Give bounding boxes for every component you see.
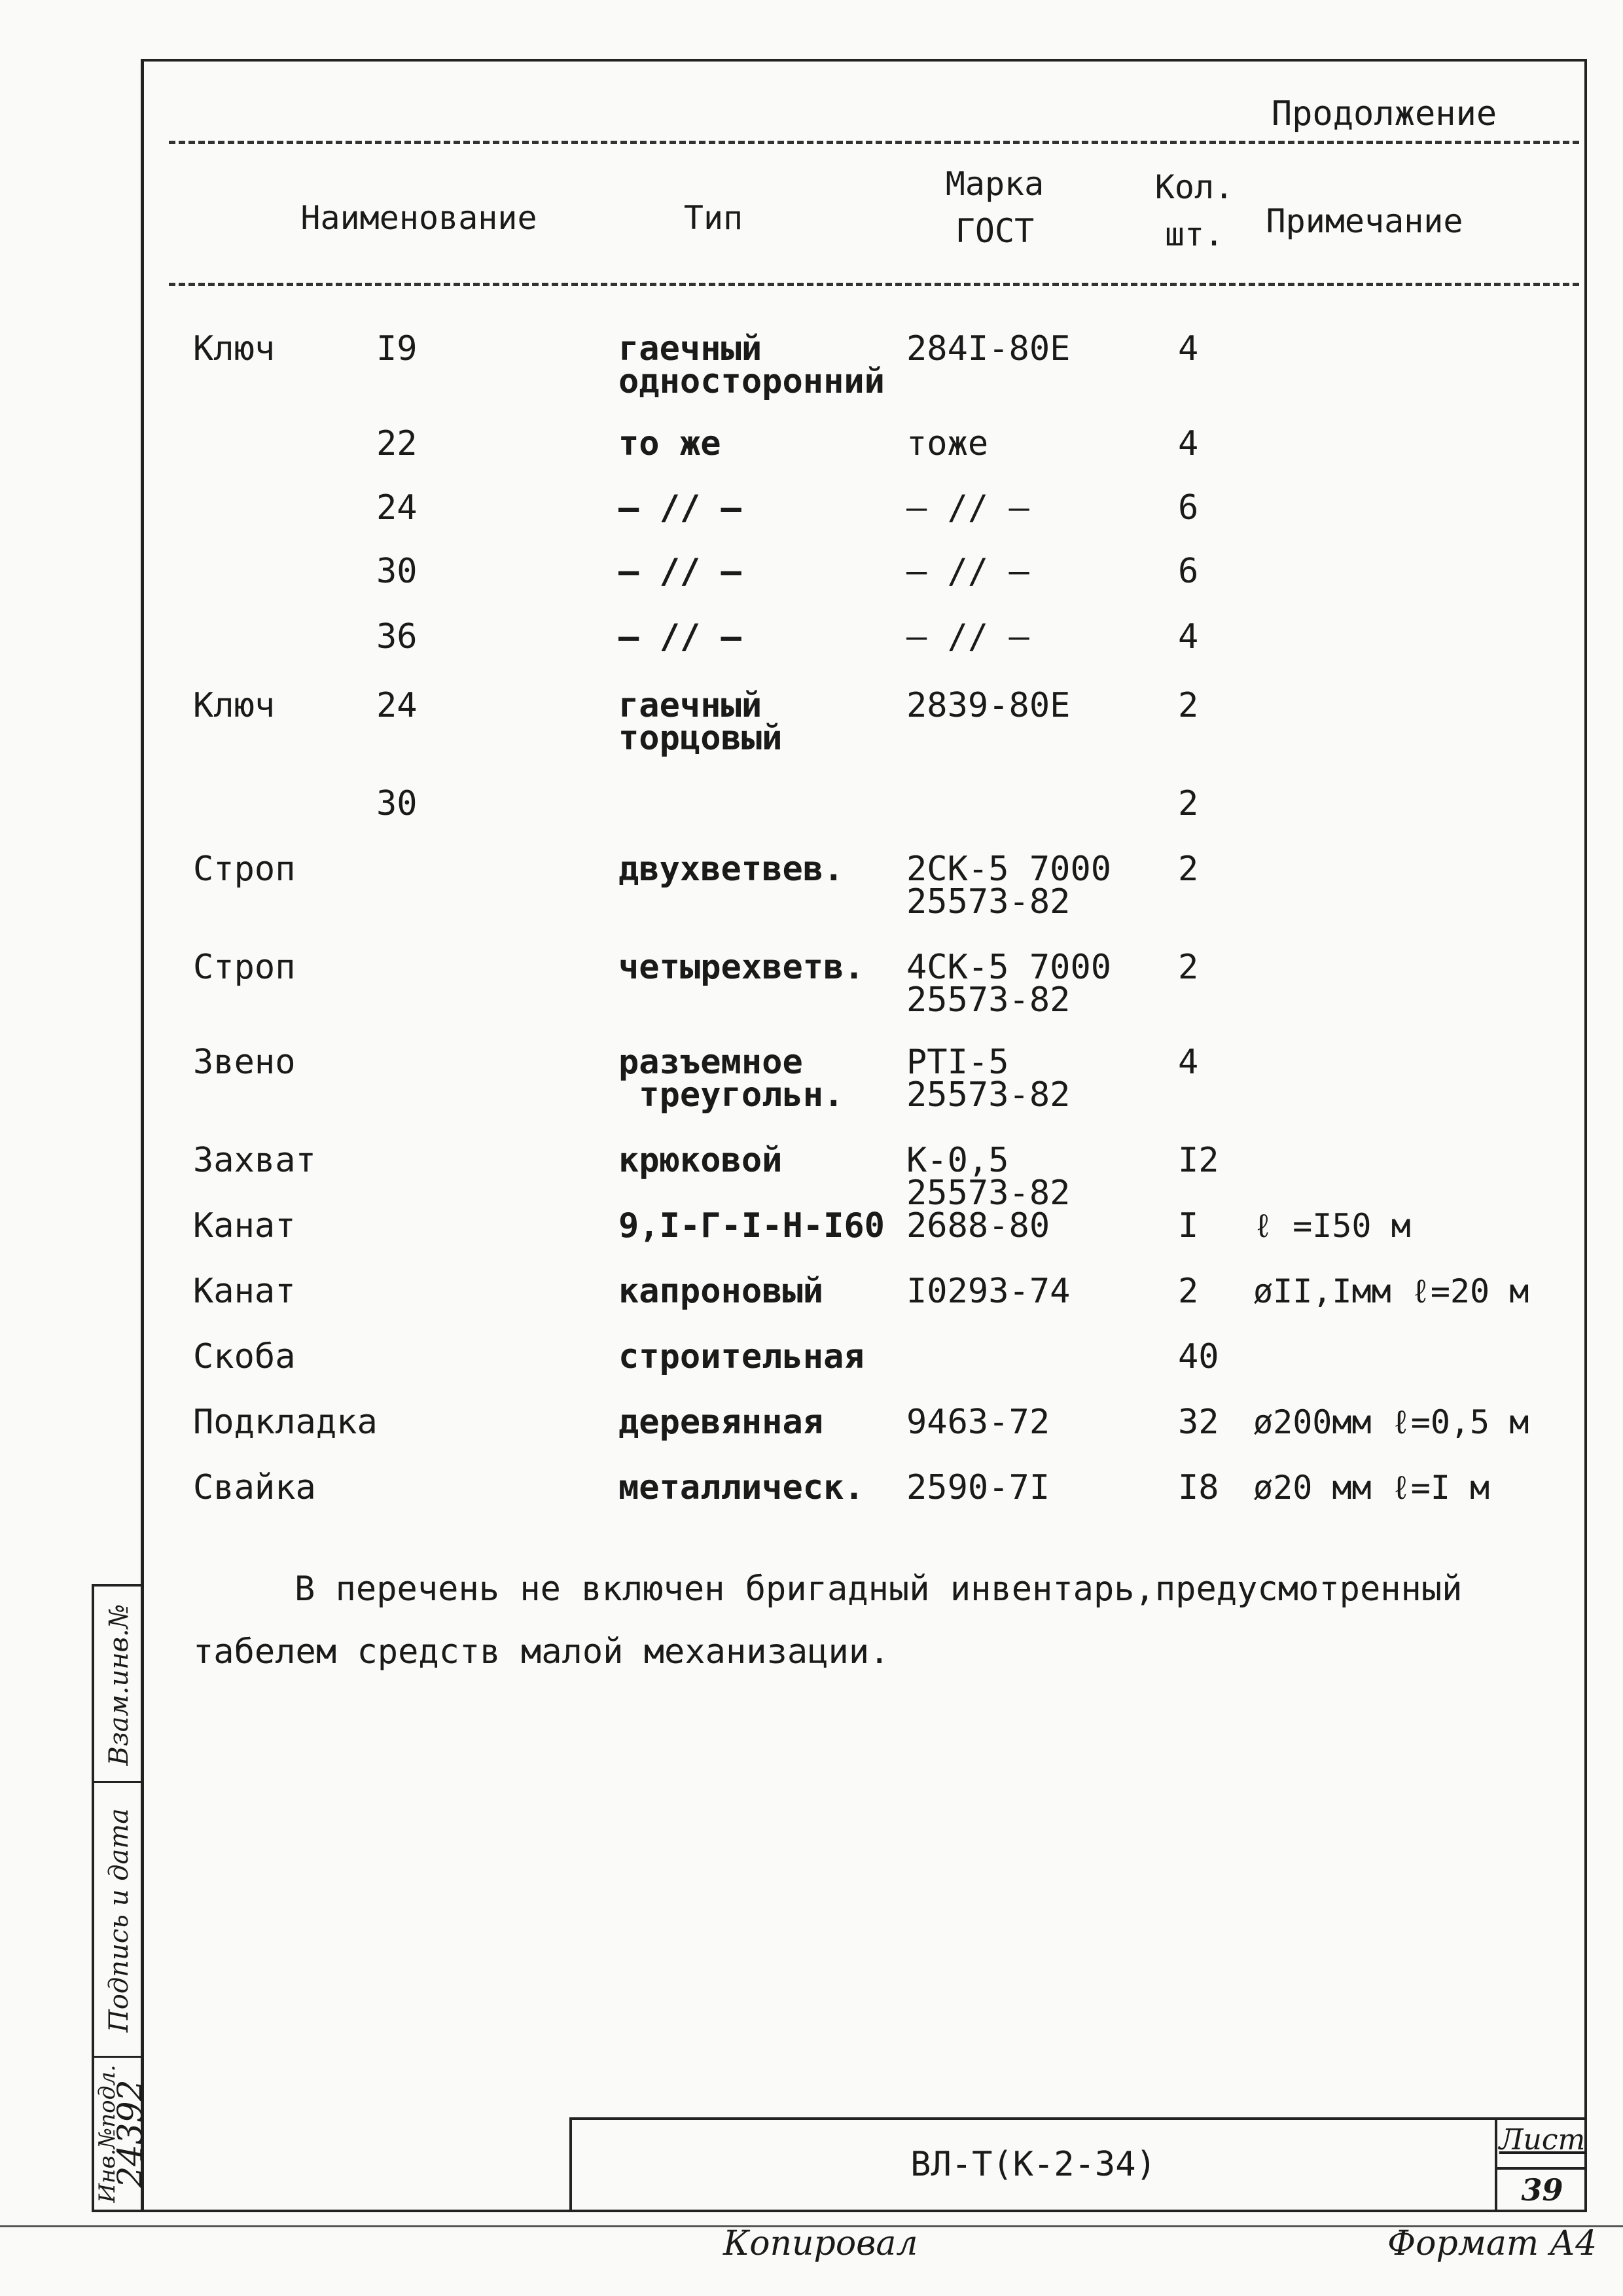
row-type: разъемное xyxy=(618,1043,803,1082)
row-type: деревянная xyxy=(618,1403,824,1442)
row-note: øII,Iмм ℓ=20 м xyxy=(1253,1272,1529,1310)
vzam-cell xyxy=(94,1587,144,1783)
row-size: 22 xyxy=(376,424,418,463)
designation: ВЛ-Т(К-2-34) xyxy=(910,2145,1156,2184)
row-qty: 2 xyxy=(1178,1272,1199,1311)
row-qty: I8 xyxy=(1178,1468,1219,1507)
row-type: гаечный xyxy=(618,329,762,368)
row-gost: — // — xyxy=(906,552,1029,591)
column-header-gost xyxy=(897,160,1093,255)
sheet-label: Лист xyxy=(1499,2123,1586,2157)
continuation-label: Продолжение xyxy=(1271,94,1497,134)
row-gost: 25573-82 xyxy=(906,882,1071,922)
inv-label: Инв.№подл. xyxy=(94,2064,120,2203)
row-gost: 4СК-5 7000 xyxy=(906,948,1112,987)
side-stamp xyxy=(92,1584,151,2212)
column-header-qty xyxy=(1142,164,1247,258)
row-name: Ключ xyxy=(193,329,276,368)
format-label: Формат А4 xyxy=(1387,2224,1597,2263)
qty-header-line2: шт. xyxy=(1164,215,1224,253)
gost-header-line2: ГОСТ xyxy=(955,212,1035,250)
row-type: капроновый xyxy=(618,1272,824,1311)
header-bottom-rule xyxy=(169,283,1579,286)
column-header-type: Тип xyxy=(683,199,743,237)
row-size: 30 xyxy=(376,784,418,823)
qty-header-line1: Кол. xyxy=(1154,168,1234,206)
row-gost: 25573-82 xyxy=(906,980,1071,1020)
row-qty: 4 xyxy=(1178,424,1199,463)
row-type: двухветвев. xyxy=(618,850,844,889)
row-note: ø200мм ℓ=0,5 м xyxy=(1253,1403,1529,1441)
row-size: 36 xyxy=(376,617,418,656)
row-qty: 2 xyxy=(1178,784,1199,823)
sign-cell xyxy=(94,1783,144,2058)
row-gost: К-0,5 xyxy=(906,1141,1009,1180)
row-qty: 2 xyxy=(1178,850,1199,889)
row-note: ℓ =I50 м xyxy=(1253,1207,1411,1245)
row-type: — // — xyxy=(618,488,741,528)
copied-label: Копировал xyxy=(723,2224,918,2263)
row-type: металлическ. xyxy=(618,1468,865,1507)
row-gost: — // — xyxy=(906,617,1029,656)
row-gost: 284I-80Е xyxy=(906,329,1071,368)
row-gost: 9463-72 xyxy=(906,1403,1050,1442)
row-name: Свайка xyxy=(193,1468,316,1507)
row-type: — // — xyxy=(618,617,741,656)
column-header-name: Наименование xyxy=(300,199,537,237)
row-name: Захват xyxy=(193,1141,316,1180)
row-gost: 25573-82 xyxy=(906,1174,1071,1213)
row-qty: 2 xyxy=(1178,686,1199,725)
column-header-note: Примечание xyxy=(1266,202,1463,240)
row-name: Звено xyxy=(193,1043,296,1082)
row-name: Канат xyxy=(193,1272,296,1311)
vzam-label: Взам.инв.№ xyxy=(104,1604,134,1766)
row-size: 30 xyxy=(376,552,418,591)
row-name: Подкладка xyxy=(193,1403,378,1442)
row-gost: 2688-80 xyxy=(906,1206,1050,1246)
inv-value: 24392 xyxy=(111,2079,151,2188)
row-type: — // — xyxy=(618,552,741,591)
row-qty: 40 xyxy=(1178,1337,1219,1376)
row-qty: 6 xyxy=(1178,552,1199,591)
row-type: гаечный xyxy=(618,686,762,725)
footnote-line-2: табелем средств малой механизации. xyxy=(193,1632,890,1672)
row-gost: тоже xyxy=(906,424,989,463)
row-qty: 2 xyxy=(1178,948,1199,987)
gost-header-line1: Марка xyxy=(945,165,1044,203)
row-note: ø20 мм ℓ=I м xyxy=(1253,1469,1490,1507)
row-gost: I0293-74 xyxy=(906,1272,1071,1311)
sheet-divider xyxy=(1495,2167,1587,2170)
row-type: строительная xyxy=(618,1337,865,1376)
inv-cell xyxy=(94,2058,151,2210)
row-size: I9 xyxy=(376,329,418,368)
row-type: четырехветв. xyxy=(618,948,865,987)
row-qty: 4 xyxy=(1178,1043,1199,1082)
row-type: односторонний xyxy=(618,362,885,401)
row-type: то же xyxy=(618,424,721,463)
row-qty: I2 xyxy=(1178,1141,1219,1180)
row-size: 24 xyxy=(376,686,418,725)
row-qty: 4 xyxy=(1178,329,1199,368)
row-type: 9,I-Г-I-Н-I60 xyxy=(618,1206,885,1246)
row-name: Ключ xyxy=(193,686,276,725)
sign-label: Подпись и дата xyxy=(104,1808,134,2033)
row-qty: 32 xyxy=(1178,1403,1219,1442)
row-gost: 2839-80Е xyxy=(906,686,1071,725)
row-type: торцовый xyxy=(618,719,783,758)
footnote-line-1: В перечень не включен бригадный инвентарь,предусмотренный xyxy=(294,1570,1463,1609)
row-gost: РТI-5 xyxy=(906,1043,1009,1082)
header-top-rule xyxy=(169,141,1579,144)
row-gost: 2590-7I xyxy=(906,1468,1050,1507)
row-name: Канат xyxy=(193,1206,296,1246)
sheet-number: 39 xyxy=(1521,2172,1563,2208)
row-gost: 25573-82 xyxy=(906,1075,1071,1115)
row-type: треугольн. xyxy=(618,1075,844,1115)
row-size: 24 xyxy=(376,488,418,528)
row-gost: 2СК-5 7000 xyxy=(906,850,1112,889)
row-name: Строп xyxy=(193,948,296,987)
row-qty: 4 xyxy=(1178,617,1199,656)
row-name: Строп xyxy=(193,850,296,889)
title-block xyxy=(569,2117,1587,2212)
row-qty: I xyxy=(1178,1206,1199,1246)
row-qty: 6 xyxy=(1178,488,1199,528)
row-gost: — // — xyxy=(906,488,1029,528)
row-name: Скоба xyxy=(193,1337,296,1376)
row-type: крюковой xyxy=(618,1141,783,1180)
